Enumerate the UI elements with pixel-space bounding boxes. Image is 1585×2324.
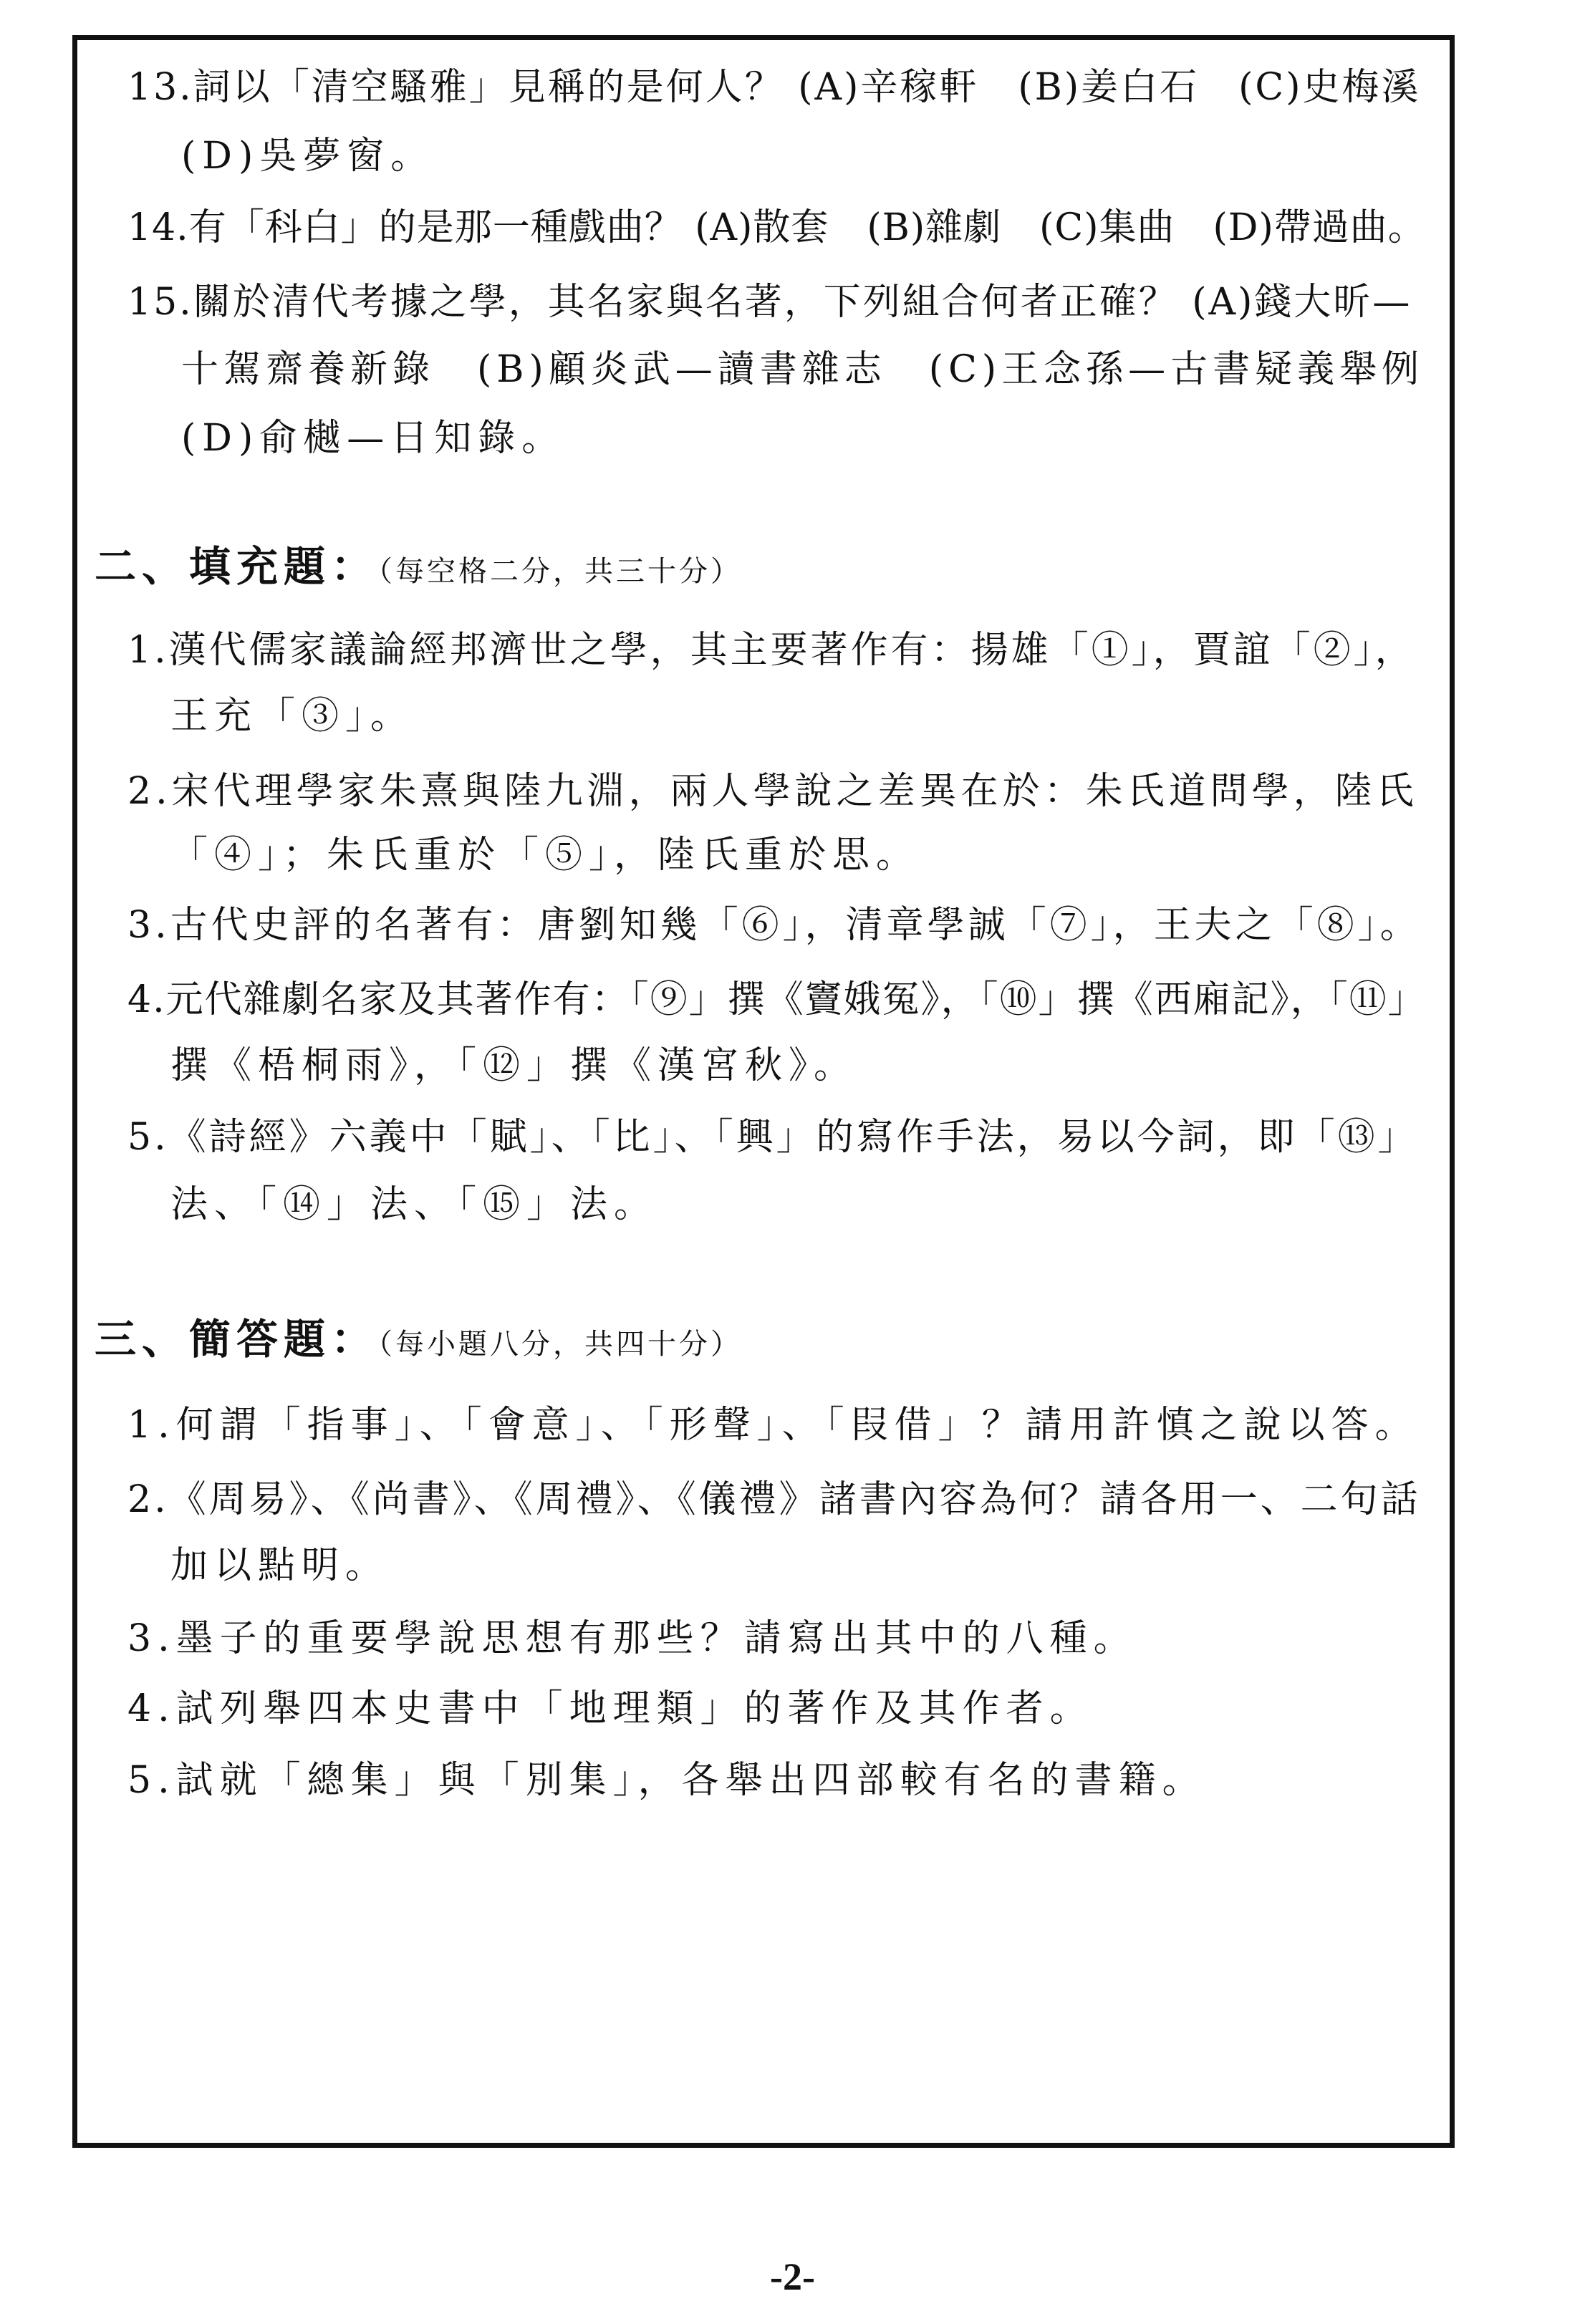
fill-question-5-line-2: 法、「⑭」法、「⑮」法。: [170, 1183, 658, 1226]
short-question-4: 4.試列舉四本史書中「地理類」的著作及其作者。: [127, 1687, 1094, 1730]
fill-question-1-line-2: 王充「③」。: [170, 695, 415, 738]
question-15-line-3: (D)俞樾—日知錄。: [181, 417, 566, 460]
question-13-line-2: (D)吳夢窗。: [181, 135, 435, 178]
section-3-scoring-note: （每小題八分，共四十分）: [378, 1328, 743, 1361]
section-2-scoring-note: （每空格二分，共三十分）: [378, 555, 743, 588]
question-15-line-2: 十駕齋養新錄 (B)顧炎武—讀書雜志 (C)王念孫—古書疑義舉例: [181, 348, 1425, 391]
question-15-line-1: 15.關於清代考據之學，其名家與名著，下列組合何者正確？ (A)錢大昕—: [127, 281, 1412, 324]
fill-question-3: 3.古代史評的名著有：唐劉知幾「⑥」，清章學誠「⑦」，王夫之「⑧」。: [127, 904, 1421, 947]
question-13-line-1: 13.詞以「清空騷雅」見稱的是何人？ (A)辛稼軒 (B)姜白石 (C)史梅溪: [127, 66, 1421, 109]
question-14: 14.有「科白」的是那一種戲曲？ (A)散套 (B)雜劇 (C)集曲 (D)帶過曲。: [127, 206, 1426, 249]
section-3-heading: [95, 1314, 742, 1375]
fill-question-4-line-2: 撰《梧桐雨》，「⑫」撰《漢宮秋》。: [170, 1044, 858, 1087]
short-question-3: 3.墨子的重要學說思想有那些？請寫出其中的八種。: [127, 1617, 1137, 1660]
fill-question-2-line-2: 「④」；朱氏重於「⑤」，陸氏重於思。: [170, 834, 920, 877]
fill-question-2-line-1: 2.宋代理學家朱熹與陸九淵，兩人學說之差異在於：朱氏道問學，陸氏: [127, 770, 1418, 813]
short-question-2-line-1: 2.《周易》、《尚書》、《周禮》、《儀禮》諸書內容為何？請各用一、二句話: [127, 1478, 1421, 1521]
section-3-title: 三、簡答題：: [95, 1315, 379, 1364]
fill-question-5-line-1: 5.《詩經》六義中「賦」、「比」、「興」的寫作手法，易以今詞，即「⑬」: [127, 1116, 1418, 1159]
short-question-2-line-2: 加以點明。: [170, 1544, 390, 1587]
short-question-5: 5.試就「總集」與「別集」，各舉出四部較有名的書籍。: [127, 1759, 1206, 1802]
fill-question-1-line-1: 1.漢代儒家議論經邦濟世之學，其主要著作有：揚雄「①」，賈誼「②」，: [127, 629, 1415, 672]
fill-question-4-line-1: 4.元代雜劇名家及其著作有：「⑨」撰《竇娥冤》，「⑩」撰《西廂記》，「⑪」: [127, 978, 1427, 1021]
page-number: -2-: [770, 2255, 815, 2298]
section-2-title: 二、填充題：: [95, 542, 379, 591]
section-2-heading: [95, 541, 742, 602]
short-question-1: 1.何謂「指事」、「會意」、「形聲」、「叚借」？請用許慎之說以答。: [127, 1404, 1419, 1447]
